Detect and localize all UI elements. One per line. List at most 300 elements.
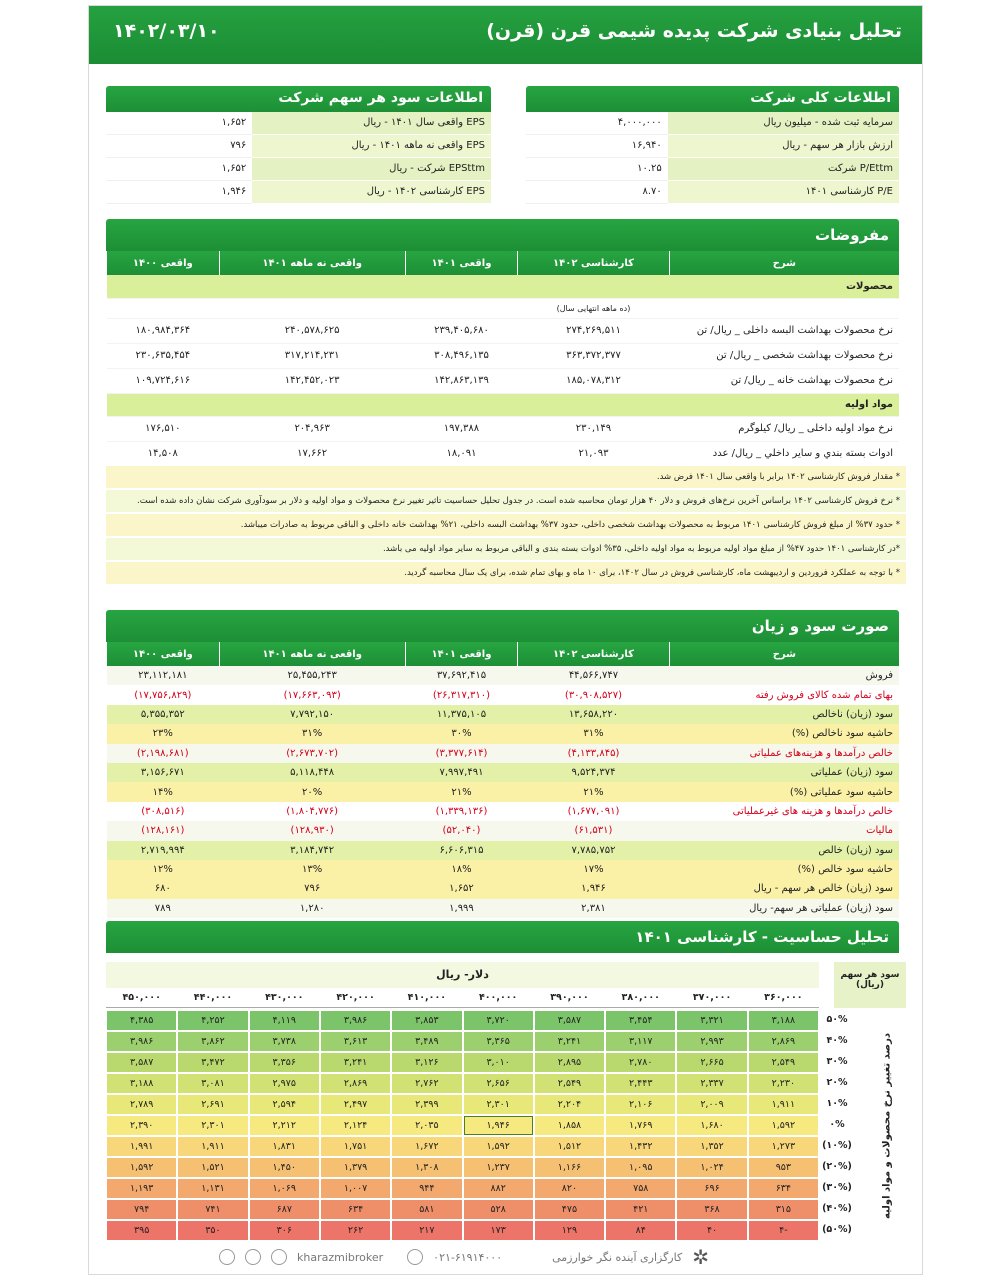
table-cell: ۶,۶۰۶,۳۱۵: [405, 841, 518, 860]
table-cell: (۱,۸۰۴,۷۷۶): [286, 805, 339, 817]
category-row: [107, 393, 900, 416]
dollar-price-header: ۳۶۰,۰۰۰: [748, 988, 819, 1008]
sensitivity-cell: ۲,۷۶۲: [391, 1073, 462, 1094]
company-info-value: ۴,۰۰۰,۰۰۰: [526, 112, 668, 135]
sensitivity-cell: ۲,۸۹۵: [534, 1052, 605, 1073]
sensitivity-cell: ۴,۱۱۹: [249, 1010, 320, 1031]
assumptions-table: [106, 251, 899, 467]
table-cell: (۲,۶۷۳,۷۰۲): [219, 744, 405, 763]
sensitivity-cell: ۳,۳۲۱: [676, 1010, 747, 1031]
table-row: [107, 705, 900, 724]
table-cell: (۵۲,۰۴۰): [405, 821, 518, 840]
sensitivity-cell: ۳,۳۵۶: [249, 1052, 320, 1073]
sensitivity-cell: ۳,۹۸۶: [320, 1010, 391, 1031]
table-cell: (۳۰,۹۰۸,۵۲۷): [564, 689, 623, 701]
table-cell: سود (زیان) عملیاتی هر سهم- ریال: [669, 899, 899, 918]
sensitivity-cell: ۲,۹۷۵: [249, 1073, 320, 1094]
table-cell: ۱۲%: [107, 860, 220, 879]
table-cell: سود (زیان) ناخالص: [669, 705, 899, 724]
sensitivity-cell: ۳,۱۲۶: [391, 1052, 462, 1073]
sensitivity-axis-dollar: دلار- ریال: [106, 962, 819, 988]
dollar-price-header: ۴۲۰,۰۰۰: [320, 988, 391, 1008]
table-cell: (۲۶,۳۱۷,۳۱۰): [432, 689, 491, 701]
sensitivity-cell: ۲,۰۰۹: [676, 1094, 747, 1115]
sensitivity-cell: ۲,۶۵۶: [463, 1073, 534, 1094]
table-cell: سود (زیان) خالص هر سهم - ریال: [669, 879, 899, 898]
table-row: [107, 343, 900, 368]
sensitivity-cell: ۱,۵۹۲: [106, 1157, 177, 1178]
report-frame: [88, 5, 923, 1275]
table-cell: ۲۴۰,۵۷۸,۶۲۵: [219, 318, 405, 343]
table-cell: سود (زیان) خالص: [669, 841, 899, 860]
sensitivity-cell: ۲۶۲: [320, 1220, 391, 1241]
table-cell: حاشیه سود خالص (%): [669, 860, 899, 879]
assumptions-col-header: کارشناسی ۱۴۰۲: [518, 251, 669, 275]
table-cell: ۳۰%: [405, 724, 518, 743]
sensitivity-cell: ۴,۳۸۵: [106, 1010, 177, 1031]
table-cell: ۱۸,۰۹۱: [405, 441, 518, 466]
sensitivity-cell: ۳۱۵: [748, 1199, 819, 1220]
table-cell: ۱۸%: [405, 860, 518, 879]
table-cell: ۱۴۲,۸۶۳,۱۳۹: [405, 368, 518, 393]
company-info-label: P/Ettm شرکت: [668, 158, 899, 181]
sensitivity-cell: ۷۹۴: [106, 1199, 177, 1220]
table-row: [107, 724, 900, 743]
table-cell: ۶۸۰: [107, 879, 220, 898]
income-statement-section: [106, 610, 899, 918]
eps-info-title: اطلاعات سود هر سهم شرکت: [106, 86, 491, 112]
income-statement-title: صورت سود و زیان: [106, 610, 899, 642]
sensitivity-cell: ۱۷۳: [463, 1220, 534, 1241]
eps-info-value: ۷۹۶: [106, 135, 252, 158]
table-cell: (۶۱,۵۳۱): [518, 821, 669, 840]
sensitivity-cell: ۲,۳۳۷: [676, 1073, 747, 1094]
table-cell: ۲۱%: [518, 782, 669, 801]
sensitivity-row: [106, 1073, 819, 1094]
table-row: [107, 860, 900, 879]
table-cell: ۱۷۶,۵۱۰: [107, 416, 220, 441]
assumptions-col-header: شرح: [669, 251, 899, 275]
sensitivity-cell: ۱,۵۹۲: [463, 1136, 534, 1157]
company-info-value: ۸.۷۰: [526, 181, 668, 204]
table-cell: ۱۴%: [107, 782, 220, 801]
table-cell: ۱۴,۵۰۸: [107, 441, 220, 466]
dollar-price-header: ۴۰۰,۰۰۰: [463, 988, 534, 1008]
sensitivity-cell: ۳,۱۸۸: [748, 1010, 819, 1031]
sensitivity-cell: ۱,۹۱۱: [177, 1136, 248, 1157]
table-cell: نرخ مواد اولیه داخلی _ ریال/ کیلوگرم: [669, 416, 899, 441]
sensitivity-cell: ۱,۵۹۲: [748, 1115, 819, 1136]
pct-change-label: ۴۰%: [826, 1035, 848, 1046]
sensitivity-cell: ۲,۶۶۵: [676, 1052, 747, 1073]
table-cell: ۱۳%: [219, 860, 405, 879]
table-row: [107, 879, 900, 898]
sensitivity-cell: ۱,۰۹۵: [605, 1157, 676, 1178]
table-cell: ۱۷%: [518, 860, 669, 879]
sensitivity-cell: ۳,۲۴۱: [320, 1052, 391, 1073]
table-cell: ۳,۱۵۶,۶۷۱: [107, 763, 220, 782]
sensitivity-cell: ۲,۶۹۱: [177, 1094, 248, 1115]
sensitivity-cell: ۲,۴۴۳: [605, 1073, 676, 1094]
pl-col-header: واقعی ۱۴۰۱: [405, 642, 518, 666]
sensitivity-row: [106, 1010, 819, 1031]
sensitivity-cell: ۶۳۴: [320, 1199, 391, 1220]
table-cell: (۱,۳۳۹,۱۳۶): [435, 805, 488, 817]
sensitivity-pct-column: [819, 1010, 855, 1241]
table-row: [107, 841, 900, 860]
sensitivity-cell: ۳,۰۱۰: [463, 1052, 534, 1073]
assumptions-col-header: واقعی ۱۴۰۱: [405, 251, 518, 275]
table-cell: خالص درآمدها و هزینه های غیرعملیاتی: [732, 805, 893, 817]
sensitivity-cell: ۳,۰۸۱: [177, 1073, 248, 1094]
category-label: مواد اولیه: [107, 393, 900, 416]
table-row: [107, 685, 900, 704]
table-cell: ۳۰۸,۴۹۶,۱۳۵: [405, 343, 518, 368]
table-cell: ۲۷۴,۲۶۹,۵۱۱: [518, 318, 669, 343]
sensitivity-cell: ۳,۴۷۲: [177, 1052, 248, 1073]
sensitivity-cell: ۴۲۱: [605, 1199, 676, 1220]
company-info-box: [526, 86, 899, 204]
table-cell: (۱۲۸,۱۶۱): [107, 821, 220, 840]
brand-logo-icon: ✲: [692, 1245, 709, 1269]
category-row: [107, 275, 900, 298]
assumptions-col-header: واقعی ۱۴۰۰: [107, 251, 220, 275]
eps-info-row: [106, 158, 491, 181]
sensitivity-cell: ۲,۰۳۵: [391, 1115, 462, 1136]
sensitivity-cell: ۷۵۸: [605, 1178, 676, 1199]
pct-change-label: ۰%: [829, 1119, 845, 1130]
footer-site[interactable]: kharazmibroker: [297, 1250, 384, 1264]
note-item: * با توجه به عملکرد فروردین و اردیبهشت ماه، کارشناسی فروش در سال ۱۴۰۲، برای ۱۰ ماه و بهای تمام شده، برای یک سال محاسبه گردید.: [106, 562, 906, 586]
company-info-row: [526, 181, 899, 204]
eps-info-label: EPS واقعی سال ۱۴۰۱ - ریال: [252, 112, 491, 135]
telegram-icon[interactable]: [271, 1249, 287, 1265]
dribbble-icon[interactable]: [219, 1249, 235, 1265]
sensitivity-row: [106, 1199, 819, 1220]
sensitivity-cell: ۱,۷۶۹: [605, 1115, 676, 1136]
dollar-price-header: ۳۸۰,۰۰۰: [605, 988, 676, 1008]
eps-info-label: EPS کارشناسی ۱۴۰۲ - ریال: [252, 181, 491, 204]
table-cell: ۲۳۰,۶۳۵,۴۵۴: [107, 343, 220, 368]
eps-info-row: [106, 181, 491, 204]
company-info-title: اطلاعات کلی شرکت: [526, 86, 899, 112]
pct-change-label: ۳۰%: [826, 1056, 848, 1067]
sensitivity-cell: ۸۲۰: [534, 1178, 605, 1199]
table-cell: ادوات بسته بندي و سایر داخلي _ ریال/ عدد: [669, 441, 899, 466]
sensitivity-cell: ۲,۲۳۰: [748, 1073, 819, 1094]
assumptions-title: مفروضات: [106, 219, 899, 251]
sensitivity-cell: ۳,۵۸۷: [534, 1010, 605, 1031]
sensitivity-cell: ۱,۴۵۰: [249, 1157, 320, 1178]
sensitivity-cell: ۲,۳۹۰: [106, 1115, 177, 1136]
sensitivity-cell: ۶۹۶: [676, 1178, 747, 1199]
sensitivity-grid: [106, 1010, 819, 1241]
company-info-row: [526, 158, 899, 181]
sensitivity-section: [106, 962, 906, 1242]
sensitivity-cell: ۱,۳۵۲: [676, 1136, 747, 1157]
sensitivity-cell: ۳,۵۸۷: [106, 1052, 177, 1073]
table-cell: ۳۷,۶۹۲,۴۱۵: [405, 666, 518, 685]
sensitivity-cell: ۲,۵۴۹: [534, 1073, 605, 1094]
dollar-price-header: ۴۵۰,۰۰۰: [106, 988, 177, 1008]
sensitivity-cell: ۲,۲۰۴: [534, 1094, 605, 1115]
sensitivity-cell: ۳,۸۶۲: [177, 1031, 248, 1052]
pct-change-label: ۱۰%: [826, 1098, 848, 1109]
table-row: [107, 666, 900, 685]
sensitivity-cell: ۴۷۵: [534, 1199, 605, 1220]
table-cell: (۲,۱۹۸,۶۸۱): [107, 744, 220, 763]
sensitivity-cell: ۱,۲۷۳: [748, 1136, 819, 1157]
table-row: [107, 899, 900, 918]
sensitivity-cell: ۷۴۱: [177, 1199, 248, 1220]
sensitivity-side-axis: [868, 1010, 906, 1241]
sensitivity-cell: ۱,۵۱۲: [534, 1136, 605, 1157]
table-cell: ۷۹۶: [219, 879, 405, 898]
sensitivity-cell: ۳,۱۸۸: [106, 1073, 177, 1094]
sensitivity-cell: ۱,۱۶۶: [534, 1157, 605, 1178]
sensitivity-cell: ۳,۴۸۹: [391, 1031, 462, 1052]
table-cell: ۷۸۹: [107, 899, 220, 918]
sensitivity-title: تحلیل حساسیت - کارشناسی ۱۴۰۱: [106, 921, 899, 953]
sensitivity-cell: ۱,۸۵۸: [534, 1115, 605, 1136]
company-info-row: [526, 112, 899, 135]
footer-phone: ۰۲۱-۶۱۹۱۴۰۰۰: [433, 1250, 503, 1264]
pl-col-header: شرح: [669, 642, 899, 666]
eps-info-row: [106, 112, 491, 135]
table-cell: مالیات: [669, 821, 899, 840]
sensitivity-cell: ۳۶۸: [676, 1199, 747, 1220]
sensitivity-cell: ۱,۱۹۳: [106, 1178, 177, 1199]
instagram-icon[interactable]: [245, 1249, 261, 1265]
sensitivity-cell: ۹۵۳: [748, 1157, 819, 1178]
table-cell: ۲,۷۱۹,۹۹۴: [107, 841, 220, 860]
sensitivity-cell: ۳,۴۵۴: [605, 1010, 676, 1031]
table-cell: [405, 298, 518, 318]
sensitivity-cell: ۵۲۸: [463, 1199, 534, 1220]
sensitivity-row: [106, 1178, 819, 1199]
table-cell: (۴,۱۳۳,۸۴۵): [518, 744, 669, 763]
pct-change-label: (۴۰%): [822, 1203, 852, 1214]
header-bar: [89, 6, 922, 64]
sensitivity-row: [106, 1094, 819, 1115]
note-item: * حدود ۳۷% از مبلغ فروش کارشناسی ۱۴۰۱ مربوط به محصولات بهداشت شخصی داخلی، حدود ۳۷% بهداشت البسه داخلی، ۲۱% بهداشت خانه داخلی و الباقی مربوط به صادرات میباشد.: [106, 514, 906, 538]
sensitivity-cell: ۳۰۶: [249, 1220, 320, 1241]
eps-info-value: ۱,۶۵۲: [106, 112, 252, 135]
sensitivity-row: [106, 1031, 819, 1052]
sensitivity-row: [106, 1220, 819, 1241]
table-cell: ۳,۱۸۴,۷۴۲: [219, 841, 405, 860]
table-cell: ۷,۷۹۲,۱۵۰: [219, 705, 405, 724]
table-row: [107, 298, 900, 318]
table-cell: ۹,۵۲۴,۳۷۴: [518, 763, 669, 782]
table-cell: ۲۰۴,۹۶۳: [219, 416, 405, 441]
table-cell: ۱,۶۵۲: [405, 879, 518, 898]
table-cell: ۴۴,۵۶۶,۷۴۷: [518, 666, 669, 685]
table-cell: ۱۳,۶۵۸,۲۲۰: [518, 705, 669, 724]
table-row: [107, 744, 900, 763]
company-info-label: سرمایه ثبت شده - میلیون ریال: [668, 112, 899, 135]
table-cell: ۳۱%: [518, 724, 669, 743]
table-cell: ۱۹۷,۳۸۸: [405, 416, 518, 441]
category-label: محصولات: [107, 275, 900, 298]
table-cell: (۱,۶۷۷,۰۹۱): [567, 805, 620, 817]
table-cell: ۲۳۰,۱۴۹: [518, 416, 669, 441]
sensitivity-cell: ۲,۷۸۰: [605, 1052, 676, 1073]
table-cell: (۳۰۸,۵۱۶): [141, 805, 185, 817]
sensitivity-cell: ۶۳۴: [748, 1178, 819, 1199]
note-item: * نرخ فروش کارشناسی ۱۴۰۲ براساس آخرین نرخ‌های فروش و دلار ۴۰ هزار تومان محاسبه شده است. در جدول تحلیل حساسیت تاثیر تغییر نرخ محصولات و مواد اولیه و دلار بر سودآوری شرکت نشان داده شده است.: [106, 490, 906, 514]
table-cell: ۵,۱۱۸,۴۴۸: [219, 763, 405, 782]
sensitivity-cell: ۲۱۷: [391, 1220, 462, 1241]
sensitivity-price-header: [106, 988, 819, 1008]
table-cell: فروش: [669, 666, 899, 685]
table-cell: نرخ محصولات بهداشت البسه داخلی _ ریال/ تن: [669, 318, 899, 343]
table-cell: خالص درآمدها و هزینه‌های عملیاتی: [669, 744, 899, 763]
table-cell: ۲,۳۸۱: [518, 899, 669, 918]
pl-col-header: واقعی ۱۴۰۰: [107, 642, 220, 666]
sensitivity-cell: ۶۸۷: [249, 1199, 320, 1220]
report-title: تحلیل بنیادی شرکت پدیده شیمی قرن (قرن): [486, 20, 902, 42]
sensitivity-cell: ۲,۱۰۶: [605, 1094, 676, 1115]
sensitivity-cell: ۱,۶۸۰: [676, 1115, 747, 1136]
sensitivity-cell: ۱,۹۴۶: [463, 1115, 534, 1136]
table-cell: حاشیه سود ناخالص (%): [669, 724, 899, 743]
table-cell: ۲۳,۱۱۲,۱۸۱: [107, 666, 220, 685]
table-cell: ۳۱%: [219, 724, 405, 743]
table-row: [107, 782, 900, 801]
sensitivity-cell: ۵۸۱: [391, 1199, 462, 1220]
sensitivity-cell: ۸۴: [605, 1220, 676, 1241]
assumptions-section: [106, 219, 899, 467]
sensitivity-cell: ۱,۷۵۱: [320, 1136, 391, 1157]
company-info-value: ۱۶,۹۴۰: [526, 135, 668, 158]
sensitivity-cell: ۲,۳۰۱: [177, 1115, 248, 1136]
income-statement-table: [106, 642, 899, 918]
sensitivity-cell: ۱,۴۳۲: [605, 1136, 676, 1157]
eps-info-label: EPSttm شرکت - ریال: [252, 158, 491, 181]
sensitivity-cell: ۲,۲۱۲: [249, 1115, 320, 1136]
sensitivity-cell: ۱,۰۲۴: [676, 1157, 747, 1178]
sensitivity-cell: ۳,۷۳۸: [249, 1031, 320, 1052]
table-cell: [669, 298, 899, 318]
table-cell: ۳۶۳,۳۷۲,۳۷۷: [518, 343, 669, 368]
notes-section: [106, 466, 906, 586]
table-row: [107, 802, 900, 821]
table-cell: (۱۲۸,۹۳۰): [219, 821, 405, 840]
table-row: [107, 318, 900, 343]
table-cell: ۱۸۵,۰۷۸,۳۱۲: [518, 368, 669, 393]
phone-icon: [407, 1249, 423, 1265]
table-cell: سود (زیان) عملیاتی: [669, 763, 899, 782]
table-row: [107, 441, 900, 466]
sensitivity-cell: ۱,۲۳۷: [463, 1157, 534, 1178]
table-cell: ۲۰%: [219, 782, 405, 801]
eps-info-value: ۱,۹۴۶: [106, 181, 252, 204]
table-cell: ۲۳۹,۴۰۵,۶۸۰: [405, 318, 518, 343]
table-cell: [219, 298, 405, 318]
table-cell: ۳۱۷,۲۱۴,۲۳۱: [219, 343, 405, 368]
sensitivity-side-label: درصد تغییر نرخ محصولات و مواد اولیه: [881, 1032, 893, 1219]
footer-brand: کارگزاری آینده نگر خوارزمی: [552, 1250, 683, 1264]
pct-change-label: ۵۰%: [826, 1014, 848, 1025]
sensitivity-cell: ۱,۱۳۱: [177, 1178, 248, 1199]
table-cell: ۵,۳۵۵,۳۵۲: [107, 705, 220, 724]
sensitivity-row: [106, 1157, 819, 1178]
table-cell: (۱۷,۶۶۳,۰۹۳): [283, 689, 341, 701]
table-row: [107, 416, 900, 441]
sensitivity-cell: ۱,۸۳۱: [249, 1136, 320, 1157]
sensitivity-cell: ۳,۲۴۱: [534, 1031, 605, 1052]
sensitivity-row: [106, 1115, 819, 1136]
note-item: *در کارشناسی ۱۴۰۱ حدود ۴۷% از مبلغ مواد اولیه مربوط به مواد اولیه داخلی، ۳۵% ادوات بسته بندی و الباقی مربوط به سایر مواد اولیه می باشد.: [106, 538, 906, 562]
eps-info-value: ۱,۶۵۲: [106, 158, 252, 181]
table-cell: ۲۳%: [107, 724, 220, 743]
table-row: [107, 368, 900, 393]
table-cell: بهای تمام شده کالای فروش رفته: [755, 689, 893, 701]
table-cell: ۱۴۲,۴۵۲,۰۲۳: [219, 368, 405, 393]
sensitivity-cell: ۲,۸۶۹: [748, 1031, 819, 1052]
table-cell: ۱۰۹,۷۲۴,۶۱۶: [107, 368, 220, 393]
sensitivity-cell: ۳,۷۲۰: [463, 1010, 534, 1031]
dollar-price-header: ۴۳۰,۰۰۰: [249, 988, 320, 1008]
sensitivity-cell: ۲,۵۹۴: [249, 1094, 320, 1115]
dollar-price-header: ۴۱۰,۰۰۰: [391, 988, 462, 1008]
dollar-price-header: ۳۷۰,۰۰۰: [676, 988, 747, 1008]
table-cell: ۱,۹۴۶: [518, 879, 669, 898]
table-cell: ۱۷,۶۶۲: [219, 441, 405, 466]
table-cell: حاشیه سود عملیاتی (%): [669, 782, 899, 801]
sensitivity-cell: ۲,۳۹۹: [391, 1094, 462, 1115]
company-info-value: ۱۰.۲۵: [526, 158, 668, 181]
sensitivity-cell: ۱,۵۲۱: [177, 1157, 248, 1178]
table-cell: نرخ محصولات بهداشت خانه _ ریال/ تن: [669, 368, 899, 393]
sensitivity-cell: ۲,۱۲۴: [320, 1115, 391, 1136]
company-info-row: [526, 135, 899, 158]
sensitivity-cell: ۱,۳۷۹: [320, 1157, 391, 1178]
sensitivity-cell: ۲,۸۶۹: [320, 1073, 391, 1094]
table-cell: ۱۱,۳۷۵,۱۰۵: [405, 705, 518, 724]
table-cell: ۲۱,۰۹۳: [518, 441, 669, 466]
table-cell: ۷,۷۸۵,۷۵۲: [518, 841, 669, 860]
pct-change-label: (۳۰%): [822, 1182, 852, 1193]
pl-col-header: واقعی نه ماهه ۱۴۰۱: [219, 642, 405, 666]
sensitivity-cell: ۳,۱۱۷: [605, 1031, 676, 1052]
sensitivity-cell: ۹۴۴: [391, 1178, 462, 1199]
sensitivity-corner-label: سود هر سهم (ریال): [834, 962, 906, 1008]
pct-change-label: (۵۰%): [822, 1224, 852, 1235]
sensitivity-cell: ۲,۴۹۷: [320, 1094, 391, 1115]
sensitivity-row: [106, 1136, 819, 1157]
sensitivity-cell: ۱۲۹: [534, 1220, 605, 1241]
pct-change-label: (۱۰%): [822, 1140, 852, 1151]
sensitivity-cell: ۱,۹۹۱: [106, 1136, 177, 1157]
pct-change-label: (۲۰%): [822, 1161, 852, 1172]
sensitivity-cell: -۴: [748, 1220, 819, 1241]
assumptions-col-header: واقعی نه ماهه ۱۴۰۱: [219, 251, 405, 275]
sensitivity-cell: ۱,۰۰۷: [320, 1178, 391, 1199]
sensitivity-cell: ۳,۳۶۵: [463, 1031, 534, 1052]
table-cell: (۳,۳۷۷,۶۱۴): [405, 744, 518, 763]
sensitivity-cell: ۳,۶۱۳: [320, 1031, 391, 1052]
company-info-label: P/E کارشناسی ۱۴۰۱: [668, 181, 899, 204]
sensitivity-cell: ۲,۳۰۱: [463, 1094, 534, 1115]
sensitivity-cell: ۱,۹۱۱: [748, 1094, 819, 1115]
sensitivity-row: [106, 1052, 819, 1073]
eps-info-row: [106, 135, 491, 158]
sensitivity-cell: ۲,۷۸۹: [106, 1094, 177, 1115]
note-item: * مقدار فروش کارشناسی ۱۴۰۲ برابر با واقعی سال ۱۴۰۱ فرض شد.: [106, 466, 906, 490]
sensitivity-cell: ۳۵۰: [177, 1220, 248, 1241]
